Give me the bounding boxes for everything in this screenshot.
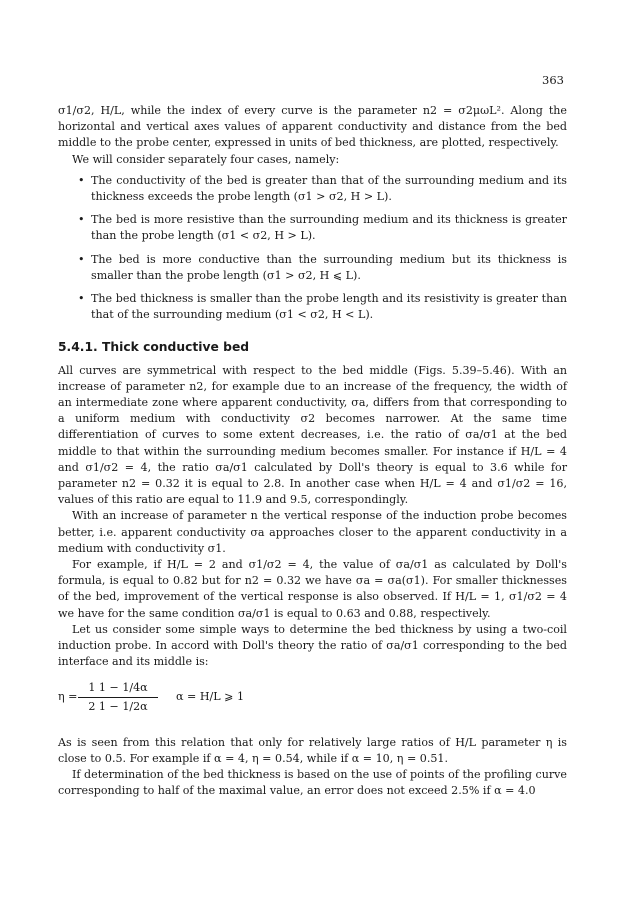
page-number: 363	[542, 73, 564, 87]
paragraph: All curves are symmetrical with respect to the bed middle (Figs. 5.39–5.46). With an increase of parameter n2, for example due to an increase of the frequency, the width of an intermediate zone where apparent conductivity, σa, differs from that corresponding to a uniform medium with conductivity σ2 becomes narrower. At the same time differentiation of curves to some extent decreases, i.e. the ratio of σa/σ1 at the bed middle to that within the surrounding medium becomes smaller. For instance if H/L = 4 and σ1/σ2 = 4, the ratio σa/σ1 calculated by Doll's theory is equal to 3.6 while for parameter n2 = 0.32 it is equal to 2.8. In another case when H/L = 4 and σ1/σ2 = 16, values of this ratio are equal to 11.9 and 9.5, correspondingly.	[58, 363, 567, 507]
text-body	[58, 103, 567, 799]
cases-intro: We will consider separately four cases, namely:	[72, 152, 340, 166]
paragraph: Let us consider some simple ways to determine the bed thickness by using a two-coil induction probe. In accord with Doll's theory the ratio of σa/σ1 corresponding to the bed interface and its middle is:	[58, 622, 567, 669]
formula-lhs: η =	[58, 689, 78, 703]
formula-numerator: 1 1 − 1/4α	[78, 680, 158, 698]
paragraph: If determination of the bed thickness is based on the use of points of the profiling curve corresponding to half of the maximal value, an error does not exceed 2.5% if α = 4.0	[58, 767, 567, 798]
list-item: • The bed thickness is smaller than the probe length and its resistivity is greater than that of the surrounding medium (σ1 < σ2, H < L).	[78, 292, 567, 322]
section-heading: 5.4.1. Thick conductive bed	[58, 340, 250, 355]
bullet-icon: •	[78, 252, 85, 266]
paragraph: With an increase of parameter n the vertical response of the induction probe becomes better, i.e. apparent conductivity σa approaches closer to the apparent conductivity in a medium with conductivity σ1.	[58, 509, 567, 555]
bullet-icon: •	[78, 173, 85, 187]
paragraph: As is seen from this relation that only for relatively large ratios of H/L parameter η is close to 0.5. For example if α = 4, η = 0.54, while if α = 10, η = 0.51.	[58, 735, 567, 765]
list-item: • The bed is more conductive than the surrounding medium but its thickness is smaller than the probe length (σ1 > σ2, H ⩽ L).	[78, 252, 567, 282]
bullet-icon: •	[78, 292, 85, 306]
formula	[58, 677, 567, 727]
formula-denominator: 2 1 − 1/2α	[88, 699, 148, 713]
list-item: • The bed is more resistive than the surrounding medium and its thickness is greater than the probe length (σ1 < σ2, H > L).	[78, 213, 567, 243]
formula-condition: α = H/L ⩾ 1	[176, 689, 245, 703]
formula-fraction	[78, 680, 158, 715]
list-item: • The conductivity of the bed is greater than that of the surrounding medium and its thickness exceeds the probe length (σ1 > σ2, H > L).	[78, 173, 567, 204]
intro-paragraph: σ1/σ2, H/L, while the index of every curve is the parameter n2 = σ2μωL². Along the horizontal and vertical axes values of apparent conductivity and distance from the bed middle to the probe center, expressed in units of bed thickness, are plotted, respectively.	[58, 104, 567, 150]
bullet-icon: •	[78, 213, 85, 227]
cases-list	[58, 173, 567, 324]
paragraph: For example, if H/L = 2 and σ1/σ2 = 4, the value of σa/σ1 as calculated by Doll's formula, is equal to 0.82 but for n2 = 0.32 we have σa = σa(σ1). For smaller thicknesses of the bed, improvement of the vertical response is also observed. If H/L = 1, σ1/σ2 = 4 we have for the same condition σa/σ1 is equal to 0.63 and 0.88, respectively.	[58, 558, 567, 620]
